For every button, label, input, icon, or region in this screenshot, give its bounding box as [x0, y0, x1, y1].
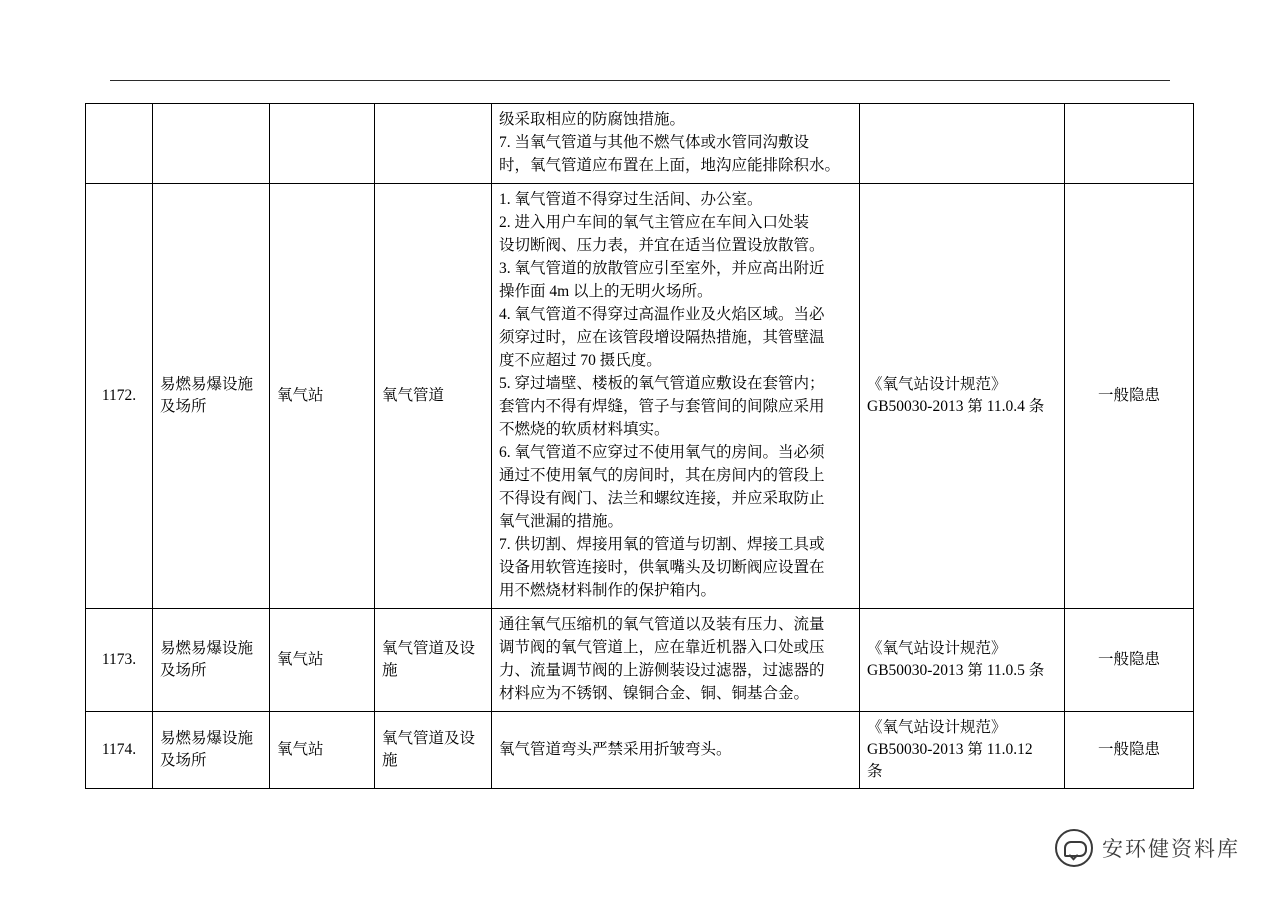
- basis-lines: [867, 717, 1057, 783]
- cell-description: [492, 712, 860, 789]
- cell-site: 氧气站: [270, 712, 375, 789]
- cell-description: [492, 184, 860, 609]
- cell-serial-number: 1173.: [86, 609, 153, 712]
- description-line: 1. 氧气管道不得穿过生活间、办公室。: [499, 191, 763, 208]
- watermark: [1055, 829, 1240, 867]
- description-lines: [499, 614, 852, 705]
- cell-category: 易燃易爆设施及场所: [153, 609, 270, 712]
- basis-line: GB50030-2013 第 11.0.4 条: [867, 398, 1045, 415]
- description-lines: [499, 109, 852, 177]
- description-line: 设备用软管连接时，供氧嘴头及切断阀应设置在: [499, 559, 825, 576]
- description-line: 操作面 4m 以上的无明火场所。: [499, 283, 713, 300]
- description-line: 5. 穿过墙壁、楼板的氧气管道应敷设在套管内；: [499, 375, 825, 392]
- cell-category: 易燃易爆设施及场所: [153, 712, 270, 789]
- description-line: 7. 当氧气管道与其他不燃气体或水管同沟敷设: [499, 134, 810, 151]
- table-row: [86, 609, 1194, 712]
- cell-basis: [860, 104, 1065, 184]
- cell-serial-number: [86, 104, 153, 184]
- description-line: 套管内不得有焊缝，管子与套管间的间隙应采用: [499, 398, 825, 415]
- cell-serial-number: 1174.: [86, 712, 153, 789]
- watermark-label: 安环健资料库: [1102, 838, 1240, 861]
- description-line: 3. 氧气管道的放散管应引至室外，并应高出附近: [499, 260, 825, 277]
- cell-level: [1065, 104, 1194, 184]
- basis-line: 条: [867, 763, 883, 780]
- description-line: 材料应为不锈钢、镍铜合金、铜、铜基合金。: [499, 685, 810, 702]
- hazard-table: [85, 103, 1194, 789]
- description-line: 通过不使用氧气的房间时，其在房间内的管段上: [499, 467, 825, 484]
- cell-description: [492, 104, 860, 184]
- cell-level: 一般隐患: [1065, 712, 1194, 789]
- cell-object: 氧气管道及设施: [375, 609, 492, 712]
- description-line: 级采取相应的防腐蚀措施。: [499, 111, 686, 128]
- cell-serial-number: 1172.: [86, 184, 153, 609]
- description-lines: [499, 739, 852, 761]
- description-line: 须穿过时，应在该管段增设隔热措施，其管壁温: [499, 329, 825, 346]
- description-lines: [499, 189, 852, 602]
- description-line: 度不应超过 70 摄氏度。: [499, 352, 662, 369]
- cell-object: 氧气管道: [375, 184, 492, 609]
- basis-lines: [867, 374, 1057, 418]
- table-row: [86, 712, 1194, 789]
- description-line: 不燃烧的软质材料填实。: [499, 421, 670, 438]
- basis-line: GB50030-2013 第 11.0.5 条: [867, 662, 1045, 679]
- description-line: 通往氧气压缩机的氧气管道以及装有压力、流量: [499, 616, 825, 633]
- description-line: 6. 氧气管道不应穿过不使用氧气的房间。当必须: [499, 444, 825, 461]
- description-line: 氧气管道弯头严禁采用折皱弯头。: [499, 740, 732, 758]
- description-line: 氧气泄漏的措施。: [499, 513, 624, 530]
- description-line: 调节阀的氧气管道上，应在靠近机器入口处或压: [499, 639, 825, 656]
- basis-line: 《氧气站设计规范》: [867, 640, 1007, 657]
- cell-site: [270, 104, 375, 184]
- wechat-account-icon: [1055, 829, 1093, 867]
- description-line: 2. 进入用户车间的氧气主管应在车间入口处装: [499, 214, 810, 231]
- cell-level: 一般隐患: [1065, 184, 1194, 609]
- description-line: 4. 氧气管道不得穿过高温作业及火焰区域。当必: [499, 306, 825, 323]
- cell-site: 氧气站: [270, 184, 375, 609]
- description-line: 力、流量调节阀的上游侧装设过滤器，过滤器的: [499, 662, 825, 679]
- description-line: 7. 供切割、焊接用氧的管道与切割、焊接工具或: [499, 536, 825, 553]
- cell-description: [492, 609, 860, 712]
- description-line: 时，氧气管道应布置在上面，地沟应能排除积水。: [499, 157, 841, 174]
- basis-lines: [867, 638, 1057, 682]
- basis-line: 《氧气站设计规范》: [867, 376, 1007, 393]
- description-line: 不得设有阀门、法兰和螺纹连接，并应采取防止: [499, 490, 825, 507]
- cell-basis: [860, 609, 1065, 712]
- cell-site: 氧气站: [270, 609, 375, 712]
- description-line: 设切断阀、压力表，并宜在适当位置设放散管。: [499, 237, 825, 254]
- cell-basis: [860, 184, 1065, 609]
- cell-category: [153, 104, 270, 184]
- cell-object: [375, 104, 492, 184]
- basis-line: GB50030-2013 第 11.0.12: [867, 741, 1033, 758]
- cell-category: 易燃易爆设施及场所: [153, 184, 270, 609]
- cell-basis: [860, 712, 1065, 789]
- table-row: [86, 184, 1194, 609]
- cell-level: 一般隐患: [1065, 609, 1194, 712]
- table-row: [86, 104, 1194, 184]
- hazard-table-body: [86, 104, 1194, 789]
- cell-object: 氧气管道及设施: [375, 712, 492, 789]
- description-line: 用不燃烧材料制作的保护箱内。: [499, 582, 717, 599]
- header-rule: [110, 80, 1170, 81]
- basis-line: 《氧气站设计规范》: [867, 719, 1007, 736]
